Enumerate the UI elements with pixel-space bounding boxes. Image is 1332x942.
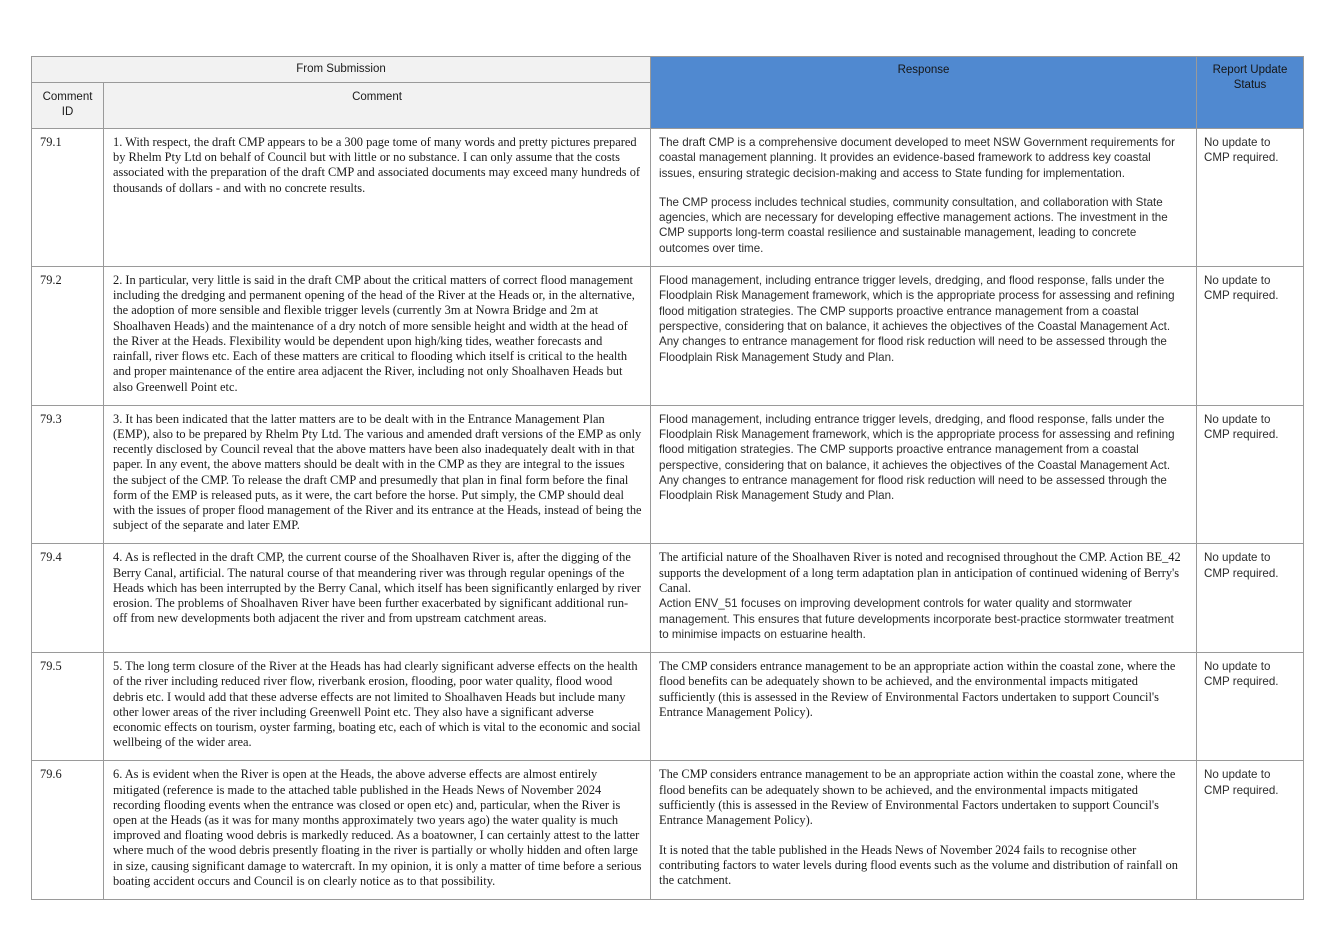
cell-report-update-status xyxy=(1197,267,1304,406)
header-response: Response xyxy=(651,57,1197,129)
response-paragraph: Flood management, including entrance trigger levels, dredging, and flood response, falls under the Floodplain Risk Management framework, which is the appropriate process for assessing and refining flood mitigation strategies. The CMP supports proactive entrance management from a coastal perspective, considering that on balance, it achieves the objectives of the Coastal Management Act. Any changes to entrance management for flood risk reduction will need to be assessed through the Floodplain Risk Management Study and Plan. xyxy=(659,412,1175,503)
comment-paragraph: 5. The long term closure of the River at the Heads has had clearly significant adverse effects on the health of the river including reduced river flow, riverbank erosion, flooding, poor water quality, flood wood debris etc. I would add that these adverse effects are not limited to Shoalhaven Heads but include many other lower areas of the river including Greenwell Point etc. They also have a significant adverse economic effects on tourism, oyster farming, boating etc, each of which is vital to the economic and social wellbeing of the wider area. xyxy=(113,659,641,750)
status-paragraph: No update to CMP required. xyxy=(1204,551,1279,580)
response-paragraph: Flood management, including entrance trigger levels, dredging, and flood response, falls under the Floodplain Risk Management framework, which is the appropriate process for assessing and refining flood mitigation strategies. The CMP supports proactive entrance management from a coastal perspective, considering that on balance, it achieves the objectives of the Coastal Management Act. Any changes to entrance management for flood risk reduction will need to be assessed through the Floodplain Risk Management Study and Plan. xyxy=(659,274,1175,364)
response-paragraph: The CMP considers entrance management to be an appropriate action within the coastal zone, where the flood benefits can be adequately shown to be achieved, and the environmental impacts mitigated sufficiently (this is assessed in the Review of Environmental Factors undertaken to support Council's Entrance Management Policy). xyxy=(659,659,1176,719)
status-paragraph: No update to CMP required. xyxy=(1204,136,1279,165)
table-row xyxy=(32,544,1304,653)
table-body xyxy=(32,129,1304,900)
cell-comment xyxy=(104,405,651,544)
cell-report-update-status xyxy=(1197,129,1304,267)
header-report-update-status xyxy=(1197,57,1304,129)
cell-comment xyxy=(104,129,651,267)
header-report-update-status-line1: Report Update xyxy=(1212,64,1288,76)
cell-comment-id: 79.1 xyxy=(32,129,104,267)
table-header xyxy=(32,57,1304,129)
cell-comment xyxy=(104,267,651,406)
status-paragraph: No update to CMP required. xyxy=(1204,660,1279,689)
header-comment: Comment xyxy=(104,83,651,129)
comment-paragraph: 3. It has been indicated that the latter matters are to be dealt with in the Entrance Management Plan (EMP), also to be prepared by Rhelm Pty Ltd. The various and amended draft versions of the EMP as only recently disclosed by Council reveal that the above matters have been also inadequately dealt with in that paper. In any event, the above matters should be dealt with in the CMP as they are integral to the issues the subject of the CMP. To release the draft CMP and presumedly that plan in final form before the final form of the EMP is released puts, as it were, the cart before the horse. Put simply, the CMP should deal with the issues of proper flood management of the River and its entrance at the Heads, instead of being the subject of the separate and later EMP. xyxy=(113,411,642,533)
header-from-submission: From Submission xyxy=(32,57,651,83)
comment-paragraph: 4. As is reflected in the draft CMP, the current course of the Shoalhaven River is, after the digging of the Berry Canal, artificial. The natural course of that meandering river was through regular openings of the Heads which has been interrupted by the Berry Canal, which itself has been significantly enlarged by river erosion. The problems of Shoalhaven River have been further exacerbated by significant additional run-off from new developments both adjacent the river and from upstream catchment areas. xyxy=(113,550,641,626)
comment-paragraph: 2. In particular, very little is said in the draft CMP about the critical matters of correct flood management including the dredging and permanent opening of the head of the River at the Heads or, in the alternative, the adoption of more sensible and flexible trigger levels (currently 3m at Nowra Bridge and 2m at Shoalhaven Heads) and the maintenance of a dry notch of more sensible height and width at the head of the River at the Heads. Flexibility would be dependent upon high/king tides, weather forecasts and rainfall, river flows etc. Each of these matters are critical to flooding which itself is critical to the health and proper maintenance of the entire area adjacent the River, including not only Shoalhaven Heads but also Greenwell Point etc. xyxy=(113,273,635,394)
submission-response-table-container xyxy=(31,56,1303,900)
status-paragraph: No update to CMP required. xyxy=(1204,274,1279,303)
cell-comment-id: 79.4 xyxy=(32,544,104,653)
table-row xyxy=(32,129,1304,267)
cell-response xyxy=(651,129,1197,267)
cell-report-update-status xyxy=(1197,653,1304,761)
cell-response xyxy=(651,405,1197,544)
cell-report-update-status xyxy=(1197,544,1304,653)
status-paragraph: No update to CMP required. xyxy=(1204,412,1279,441)
response-paragraph: The draft CMP is a comprehensive document developed to meet NSW Government requirements for coastal management planning. It provides an evidence-based framework to address key coastal issues, ensuring strategic decision-making and access to State funding for implementation. xyxy=(659,136,1175,180)
cell-comment xyxy=(104,653,651,761)
cell-comment-id: 79.5 xyxy=(32,653,104,761)
submission-response-table xyxy=(31,56,1304,900)
header-report-update-status-line2: Status xyxy=(1233,79,1267,91)
table-header-group-row xyxy=(32,57,1304,83)
cell-comment-id: 79.2 xyxy=(32,267,104,406)
table-row xyxy=(32,405,1304,544)
cell-comment xyxy=(104,761,651,900)
table-row xyxy=(32,267,1304,406)
header-comment-id-line2: ID xyxy=(61,106,74,118)
comment-paragraph: 1. With respect, the draft CMP appears to be a 300 page tome of many words and pretty pictures prepared by Rhelm Pty Ltd on behalf of Council but with little or no substance. I can only assume that the costs associated with the preparation of the draft CMP and associated documents may exceed many hundreds of thousands of dollars - and with no concrete results. xyxy=(113,135,641,195)
response-paragraph: Action ENV_51 focuses on improving development controls for water quality and stormwater management. This ensures that future developments incorporate best-practice stormwater treatment to minimise impacts on estuarine health. xyxy=(659,597,1174,641)
status-paragraph: No update to CMP required. xyxy=(1204,768,1279,797)
cell-response xyxy=(651,761,1197,900)
cell-response xyxy=(651,653,1197,761)
cell-response xyxy=(651,544,1197,653)
cell-comment xyxy=(104,544,651,653)
cell-comment-id: 79.3 xyxy=(32,405,104,544)
response-paragraph: It is noted that the table published in the Heads News of November 2024 fails to recognise other contributing factors to water levels during flood events such as the volume and distribution of rainfall on the catchment. xyxy=(659,842,1178,888)
cell-report-update-status xyxy=(1197,761,1304,900)
cell-report-update-status xyxy=(1197,405,1304,544)
header-comment-id xyxy=(32,83,104,129)
cell-comment-id: 79.6 xyxy=(32,761,104,900)
comment-paragraph: 6. As is evident when the River is open at the Heads, the above adverse effects are almost entirely mitigated (reference is made to the attached table published in the Heads News of November 2024 recording flooding events when the entrance was closed or open etc) and, particular, when the River is open at the Heads (as it was for many months approximately two years ago) the water quality is much improved and floating wood debris is markedly reduced. As a boatowner, I can certainly attest to the latter where much of the wood debris presently floating in the river is partially or wholly hidden and often large in size, causing significant damage to watercraft. In my opinion, it is only a matter of time before a serious boating accident occurs and Council is on clearly notice as to that possibility. xyxy=(113,767,642,888)
response-paragraph: The CMP considers entrance management to be an appropriate action within the coastal zone, where the flood benefits can be adequately shown to be achieved, and the environmental impacts mitigated sufficiently (this is assessed in the Review of Environmental Factors undertaken to support Council's Entrance Management Policy). xyxy=(659,767,1176,828)
response-paragraph: The CMP process includes technical studies, community consultation, and collaboration with State agencies, which are necessary for developing effective management actions. The investment in the CMP supports long-term coastal resilience and sustainable management, leading to concrete outcomes over time. xyxy=(659,195,1168,255)
response-paragraph: The artificial nature of the Shoalhaven River is noted and recognised throughout the CMP. Action BE_42 supports the development of a long term adaptation plan in anticipation of continued widening of Berry's Canal. xyxy=(659,550,1181,595)
table-row xyxy=(32,653,1304,761)
table-row xyxy=(32,761,1304,900)
cell-response xyxy=(651,267,1197,406)
header-comment-id-line1: Comment xyxy=(42,91,93,103)
